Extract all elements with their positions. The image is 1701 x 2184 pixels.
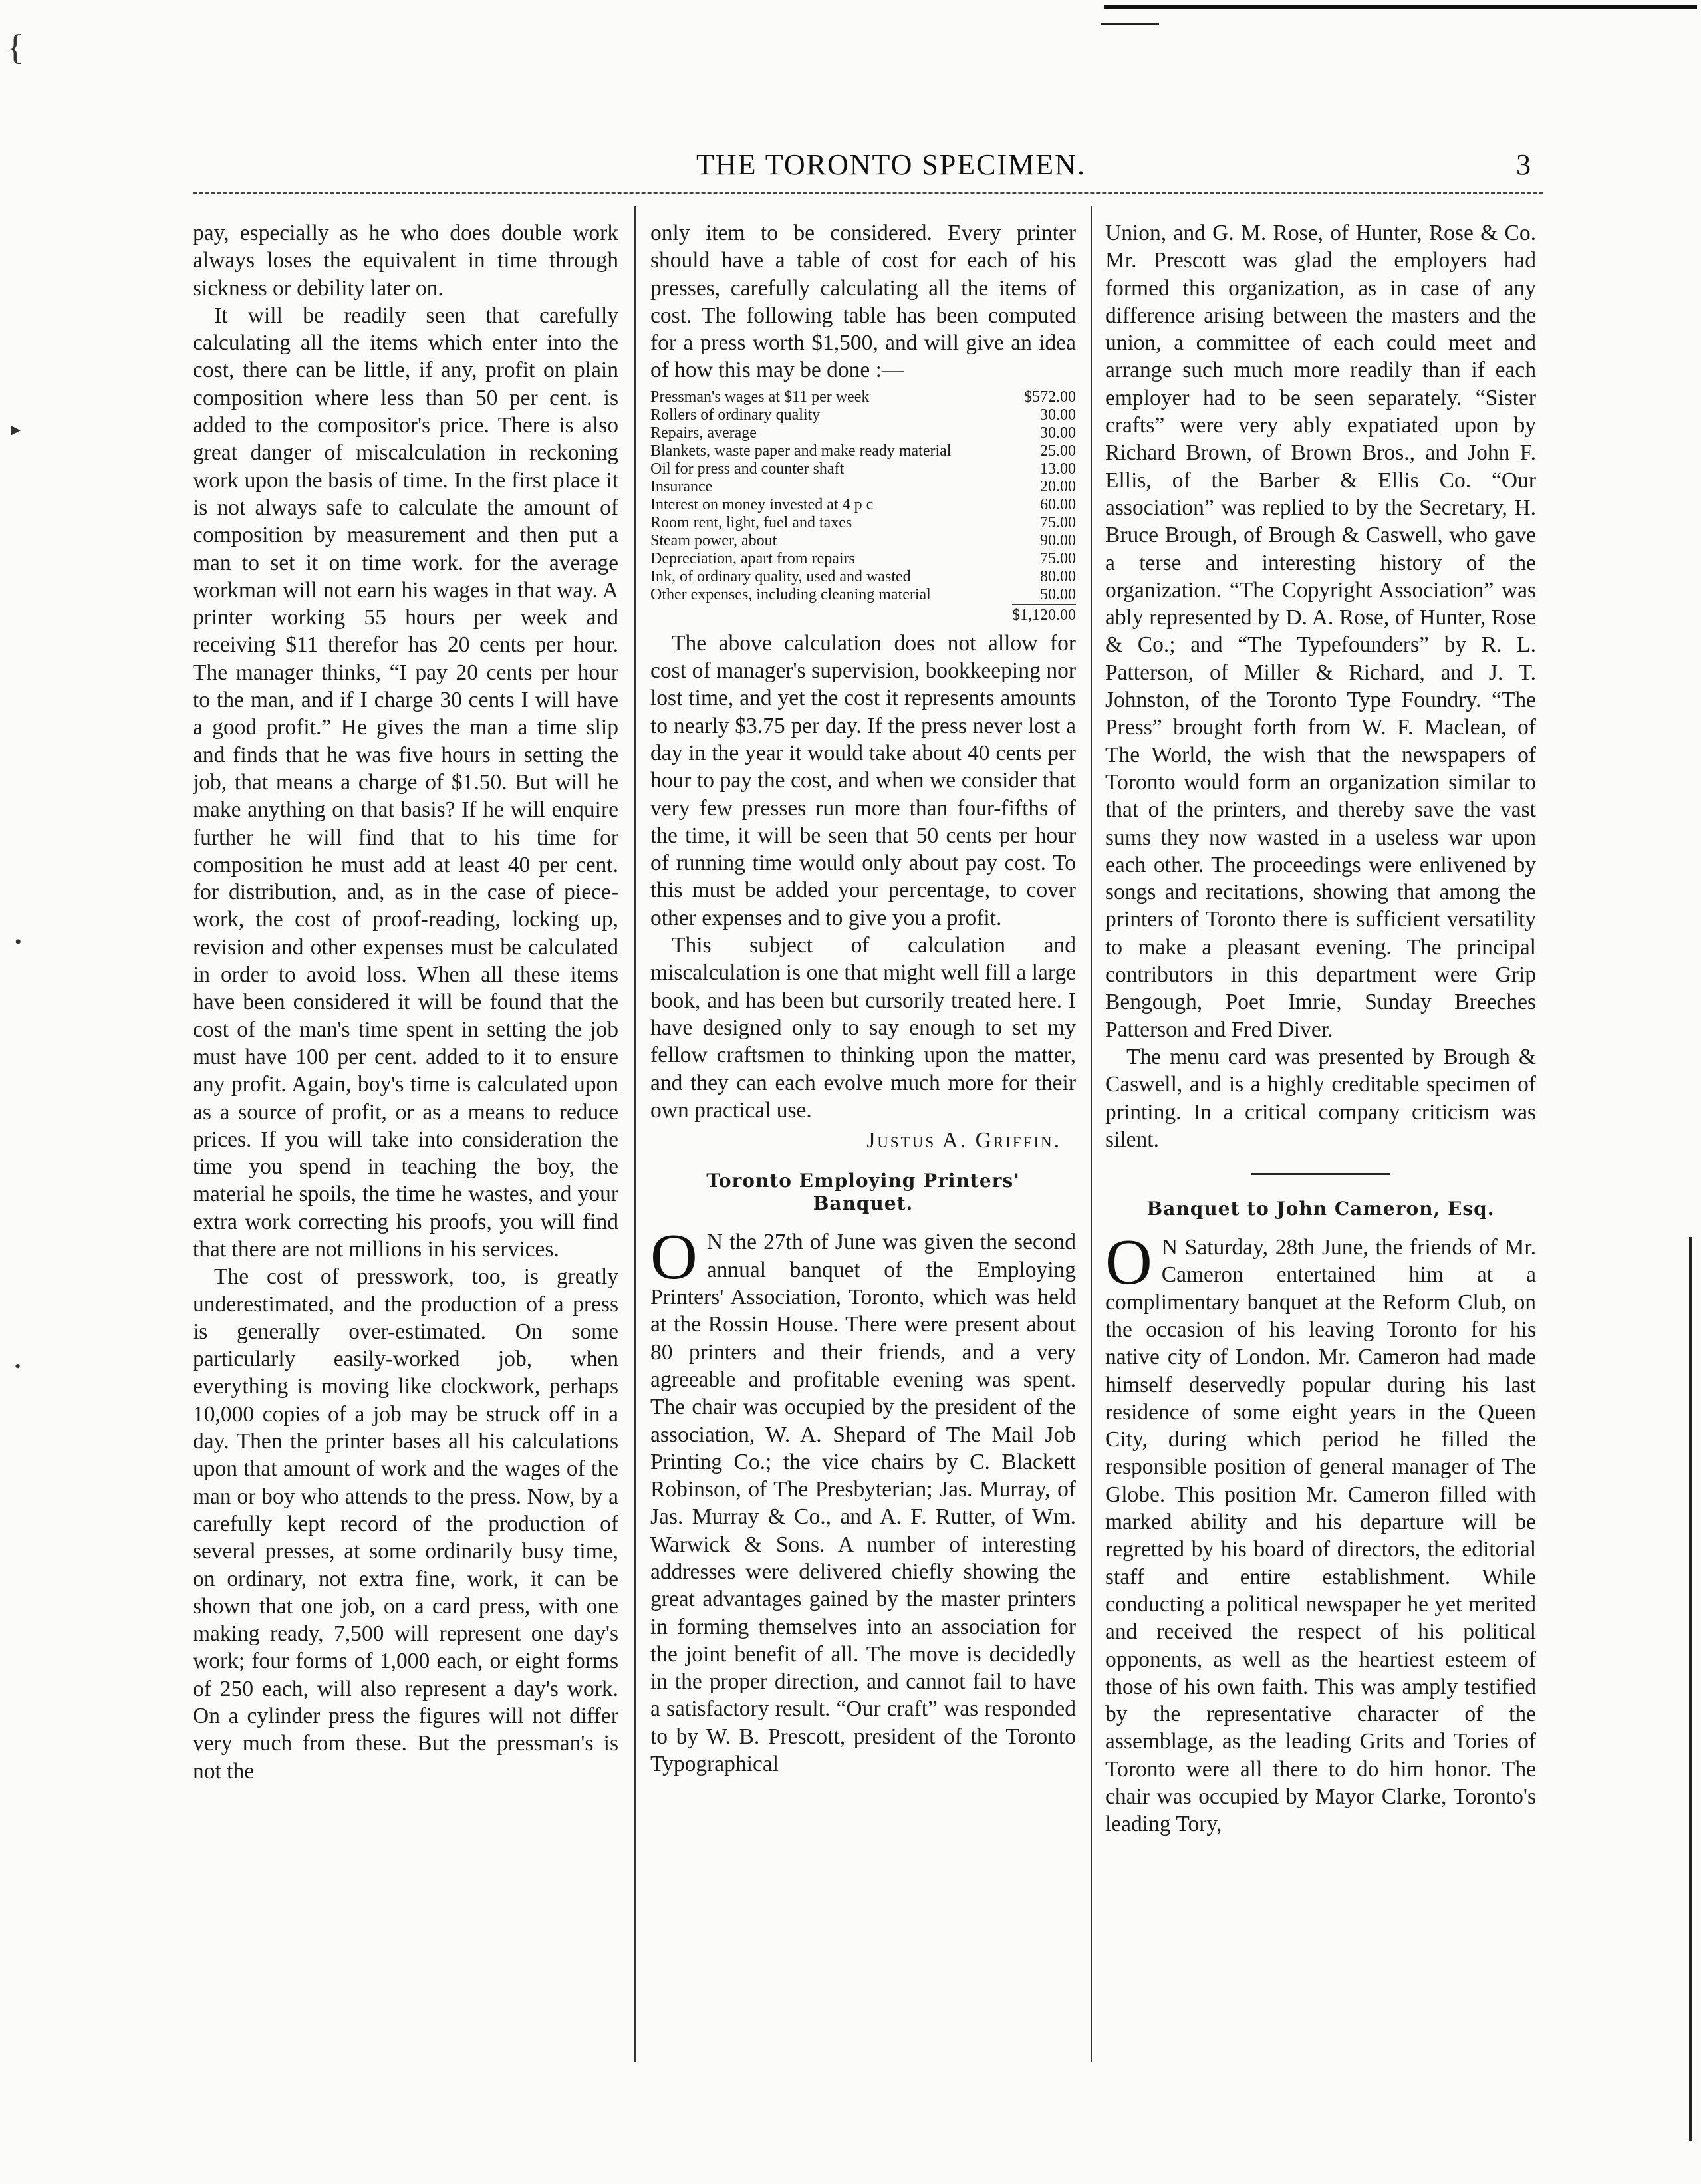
cost-total: $1,120.00 xyxy=(1012,604,1076,624)
cost-item-label: Room rent, light, fuel and taxes xyxy=(650,513,852,531)
cost-table-row xyxy=(650,532,1076,550)
section-rule xyxy=(1251,1173,1390,1175)
cost-amount: 60.00 xyxy=(1040,495,1076,513)
paragraph-text: N the 27th of June was given the second annual banquet of the Employing Printers' Association, Toronto, which was held at the Rossin House. There were present about 80 printers and their friends, and a very agreeable and profitable evening was spent. The chair was occupied by the president of the association, W. A. Shepard of The Mail Job Printing Co.; the vice chairs by C. Blackett Robinson, of The Presbyterian; Jas. Murray, of Jas. Murray & Co., and A. F. Rutter, of Wm. Warwick & Sons. A number of interesting addresses were delivered chiefly showing the great advantages gained by the master printers in forming themselves into an association for the joint benefit of all. The move is decidedly in the proper direction, and cannot fail to have a satisfactory result. “Our craft” was responded to by W. B. Prescott, president of the Toronto Typographical xyxy=(650,1230,1076,1777)
paragraph xyxy=(1105,1226,1536,1838)
cost-amount: 13.00 xyxy=(1040,460,1076,478)
cost-item-label: Depreciation, apart from repairs xyxy=(650,549,855,567)
publication-title: THE TORONTO SPECIMEN. xyxy=(696,148,1086,181)
author-signature: Justus A. Griffin. xyxy=(866,1128,1061,1153)
cost-item-label: Repairs, average xyxy=(650,424,757,442)
top-border-rule xyxy=(1104,5,1697,9)
paragraph: The above calculation does not allow for cost of manager's supervision, bookkeeping nor lost time, and yet the cost it represents amounts to nearly $3.75 per day. If the press never lost a day in the year it would take about 40 cents per hour to pay the cost, and when we consider that very few presses run more than four-fifths of the time, it will be seen that 50 cents per hour of running time would only about pay cost. To this must be added your percentage, to cover other expenses and to give you a profit. xyxy=(650,630,1076,930)
cost-table-row xyxy=(650,442,1076,460)
paragraph: only item to be considered. Every printer should have a table of cost for each of his presses, carefully calculating all the items of cost. The following table has been computed for a press worth $1,500, and will give an idea of how this may be done :— xyxy=(650,221,1076,383)
paragraph xyxy=(650,1221,1076,1778)
cost-table-row xyxy=(650,514,1076,532)
cost-amount: $572.00 xyxy=(1024,388,1076,406)
cost-table-row xyxy=(650,478,1076,496)
cost-amount: 30.00 xyxy=(1040,424,1076,442)
cost-table-row xyxy=(650,424,1076,442)
paragraph: The menu card was presented by Brough & Caswell, and is a highly creditable specimen of printing. In a critical company criticism was silent. xyxy=(1105,1044,1536,1152)
cost-amount: 75.00 xyxy=(1040,513,1076,531)
column-2 xyxy=(650,219,1076,2055)
cost-amount: 25.00 xyxy=(1040,442,1076,460)
margin-mark: • xyxy=(15,931,22,953)
cost-item-label: Oil for press and counter shaft xyxy=(650,460,845,478)
column-3 xyxy=(1105,219,1536,2055)
running-head xyxy=(0,148,1701,188)
cost-item-label: Pressman's wages at $11 per week xyxy=(650,388,870,406)
cost-amount: 80.00 xyxy=(1040,567,1076,585)
press-cost-table xyxy=(650,388,1076,624)
cost-item-label: Interest on money invested at 4 p c xyxy=(650,495,874,513)
column-divider xyxy=(634,206,636,2062)
paragraph: pay, especially as he who does double work always loses the equivalent in time through sickness or debility later on. xyxy=(193,221,618,301)
cost-amount: 90.00 xyxy=(1040,531,1076,549)
column-divider xyxy=(1091,206,1092,2062)
cost-amount: 75.00 xyxy=(1040,549,1076,567)
paragraph: Union, and G. M. Rose, of Hunter, Rose & Co. Mr. Prescott was glad the employers had formed this organization, as in case of any difference arising between the masters and the union, a committee of each could meet and arrange such much more readily than if each employer had to be seen separately. “Sister crafts” were very ably expatiated upon by Richard Brown, of Brown Bros., and John F. Ellis, of the Barber & Ellis Co. “Our association” was replied to by the Secretary, H. Bruce Brough, of Brough & Caswell, who gave a terse and interesting history of the organization. “The Copyright Association” was ably represented by D. A. Rose, of Hunter, Rose & Co.; and “The Typefounders” by R. L. Patterson, of Miller & Richard, and J. T. Johnston, of the Toronto Type Foundry. “The Press” brought forth from W. F. Maclean, of The World, the wish that the newspapers of Toronto would form an organization similar to that of the printers, and thereby save the vast sums they now wasted in a useless war upon each other. The proceedings were enlivened by songs and recitations, showing that among the printers of Toronto there is sufficient versatility to make a pleasant evening. The principal contributors in this department were Grip Bengough, Poet Imrie, Sunday Breeches Patterson and Fred Diver. xyxy=(1105,221,1536,1042)
cost-item-label: Insurance xyxy=(650,478,713,495)
top-short-rule xyxy=(1101,23,1159,25)
cost-item-label: Blankets, waste paper and make ready material xyxy=(650,442,952,460)
cost-amount: 50.00 xyxy=(1040,585,1076,603)
article-headline: Toronto Employing Printers' Banquet. xyxy=(706,1170,1020,1215)
cost-table-row xyxy=(650,406,1076,424)
cost-item-label: Rollers of ordinary quality xyxy=(650,406,821,424)
drop-cap: O xyxy=(1105,1226,1152,1299)
drop-cap: O xyxy=(650,1221,698,1294)
cost-table-row xyxy=(650,388,1076,406)
margin-dot: ▸ xyxy=(11,418,21,440)
header-rule xyxy=(193,192,1543,194)
cost-table-row xyxy=(650,568,1076,586)
paragraph: This subject of calculation and miscalculation is one that might well fill a large book, and has been but cursorily treated here. I have designed only to say enough to set my fellow craftsmen to thinking upon the matter, and they can each evolve much more for their own practical use. xyxy=(650,933,1076,1123)
cost-item-label: Ink, of ordinary quality, used and wasted xyxy=(650,567,911,585)
cost-item-label: Steam power, about xyxy=(650,531,777,549)
margin-mark: { xyxy=(7,27,24,67)
cost-table-row xyxy=(650,496,1076,514)
page-number: 3 xyxy=(1516,148,1531,181)
paragraph-text: N Saturday, 28th June, the friends of Mr. Cameron entertained him at a complimentary banquet at the Reform Club, on the occasion of his leaving Toronto for his native city of London. Mr. Cameron had made himself deservedly popular during his last residence of some eight years in the Queen City, during which period he filled the responsible position of general manager of The Globe. This position Mr. Cameron filled with marked ability and his departure will be regretted by his board of directors, the editorial staff and entire establishment. While conducting a political newspaper he yet merited and received the respect of his political opponents, as well as the heartiest esteem of those of his own faith. This was amply testified by the representative character of the assemblage, as the leading Grits and Tories of Toronto were all there to do him honor. The chair was occupied by Mayor Clarke, Toronto's leading Tory, xyxy=(1105,1235,1536,1837)
right-margin-rule xyxy=(1689,1237,1692,2141)
paragraph: It will be readily seen that carefully calculating all the items which enter into the cost, there can be little, if any, profit on plain composition where less than 50 per cent. is added to the compositor's price. There is also great danger of miscalculation in reckoning work upon the basis of time. In the first place it is not always safe to calculate the amount of composition by measurement and then put a man to set it on time work. for the average workman will not earn his wages in that way. A printer working 55 hours per week and receiving $11 therefor has 20 cents per hour. The manager thinks, “I pay 20 cents per hour to the man, and if I charge 30 cents I will have a good profit.” He gives the man a time slip and finds that he was five hours in setting the job, that means a charge of $1.50. But will he make anything on that basis? If he will enquire further he will find that to his time for composition he must add at least 40 per cent. for distribution, and, as in the case of piece-work, the cost of proof-reading, locking up, revision and other expenses must be calculated in order to avoid loss. When all these items have been considered it will be found that the cost of the man's time spent in setting the job must have 100 per cent. added to it to ensure any profit. Again, boy's time is calculated upon as a source of profit, or as a means to reduce prices. If you will take into consideration the time you spend in teaching the boy, the material he spoils, the time he wastes, and your extra work correcting his proofs, you will find that there are not millions in his services. xyxy=(193,303,618,1262)
cost-item-label: Other expenses, including cleaning material xyxy=(650,585,931,603)
cost-amount: 20.00 xyxy=(1040,478,1076,495)
article-headline: Banquet to John Cameron, Esq. xyxy=(1146,1198,1495,1220)
cost-table-row xyxy=(650,460,1076,478)
column-1 xyxy=(193,219,618,2055)
margin-dot: • xyxy=(15,1357,21,1376)
paragraph: The cost of presswork, too, is greatly underestimated, and the production of a press is generally over-estimated. On some particularly easily-worked job, when everything is moving like clockwork, perhaps 10,000 copies of a job may be struck off in a day. Then the printer bases all his calculations upon that amount of work and the wages of the man or boy who attends to the press. Now, by a carefully kept record of the production of several presses, at some ordinarily busy time, on ordinary, not extra fine, work, it can be shown that one job, on a card press, with one making ready, 7,500 will represent one day's work; four forms of 1,000 each, or eight forms of 250 each, will also represent a day's work. On a cylinder press the figures will not differ very much from these. But the pressman's is not the xyxy=(193,1264,618,1784)
cost-table-row xyxy=(650,586,1076,604)
cost-table-row xyxy=(650,550,1076,568)
cost-amount: 30.00 xyxy=(1040,406,1076,424)
